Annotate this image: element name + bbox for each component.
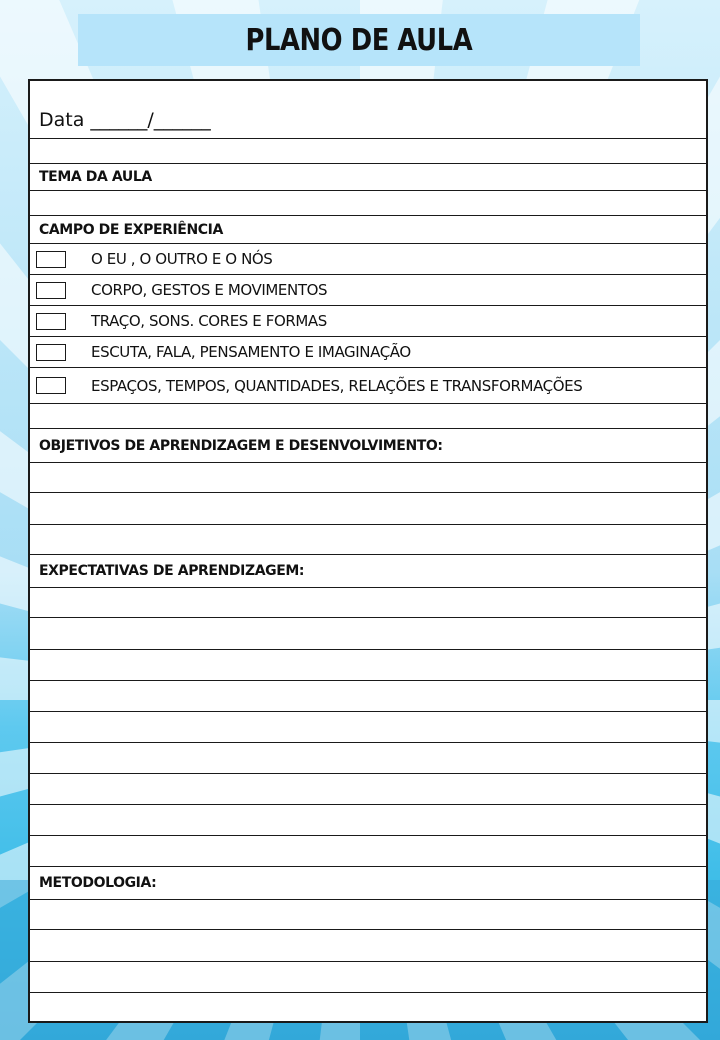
campo-option-label: ESCUTA, FALA, PENSAMENTO E IMAGINAÇÃO	[91, 343, 411, 361]
answer-line[interactable]	[30, 493, 706, 525]
campo-option	[30, 306, 706, 337]
checkbox[interactable]	[36, 377, 66, 394]
checkbox[interactable]	[36, 251, 66, 268]
tema-answer-line[interactable]	[30, 191, 706, 216]
blank-line	[30, 404, 706, 429]
expectativas-row	[30, 555, 706, 588]
blank-line	[30, 139, 706, 164]
answer-line[interactable]	[30, 650, 706, 681]
answer-line[interactable]	[30, 836, 706, 867]
answer-line[interactable]	[30, 900, 706, 930]
checkbox[interactable]	[36, 344, 66, 361]
campo-option	[30, 368, 706, 404]
campo-option	[30, 275, 706, 306]
answer-line[interactable]	[30, 993, 706, 1021]
campo-option-label: CORPO, GESTOS E MOVIMENTOS	[91, 281, 328, 299]
campo-option	[30, 244, 706, 275]
answer-line[interactable]	[30, 618, 706, 650]
checkbox[interactable]	[36, 313, 66, 330]
objetivos-row	[30, 429, 706, 463]
campo-option-label: TRAÇO, SONS. CORES E FORMAS	[91, 312, 327, 330]
answer-line[interactable]	[30, 712, 706, 743]
campo-option	[30, 337, 706, 368]
answer-line[interactable]	[30, 588, 706, 618]
campo-label: CAMPO DE EXPERIÊNCIA	[39, 221, 223, 238]
objetivos-label: OBJETIVOS DE APRENDIZAGEM E DESENVOLVIMENTO:	[39, 437, 443, 454]
answer-line[interactable]	[30, 805, 706, 836]
tema-label: TEMA DA AULA	[39, 169, 152, 185]
campo-option-label: O EU , O OUTRO E O NÓS	[91, 250, 273, 268]
answer-line[interactable]	[30, 525, 706, 555]
tema-row	[30, 164, 706, 191]
answer-line[interactable]	[30, 681, 706, 712]
lesson-plan-form	[28, 79, 708, 1023]
title-banner	[78, 14, 640, 66]
answer-line[interactable]	[30, 743, 706, 774]
campo-option-label: ESPAÇOS, TEMPOS, QUANTIDADES, RELAÇÕES E TRANSFORMAÇÕES	[91, 376, 583, 395]
expectativas-label: EXPECTATIVAS DE APRENDIZAGEM:	[39, 563, 305, 579]
answer-line[interactable]	[30, 774, 706, 805]
date-field[interactable]: Data ______/______	[39, 108, 211, 131]
checkbox[interactable]	[36, 282, 66, 299]
answer-line[interactable]	[30, 962, 706, 993]
date-row	[30, 81, 706, 139]
metodologia-label: METODOLOGIA:	[39, 875, 157, 891]
page-title: PLANO DE AULA	[245, 22, 473, 58]
campo-row	[30, 216, 706, 244]
metodologia-row	[30, 867, 706, 900]
answer-line[interactable]	[30, 463, 706, 493]
answer-line[interactable]	[30, 930, 706, 962]
